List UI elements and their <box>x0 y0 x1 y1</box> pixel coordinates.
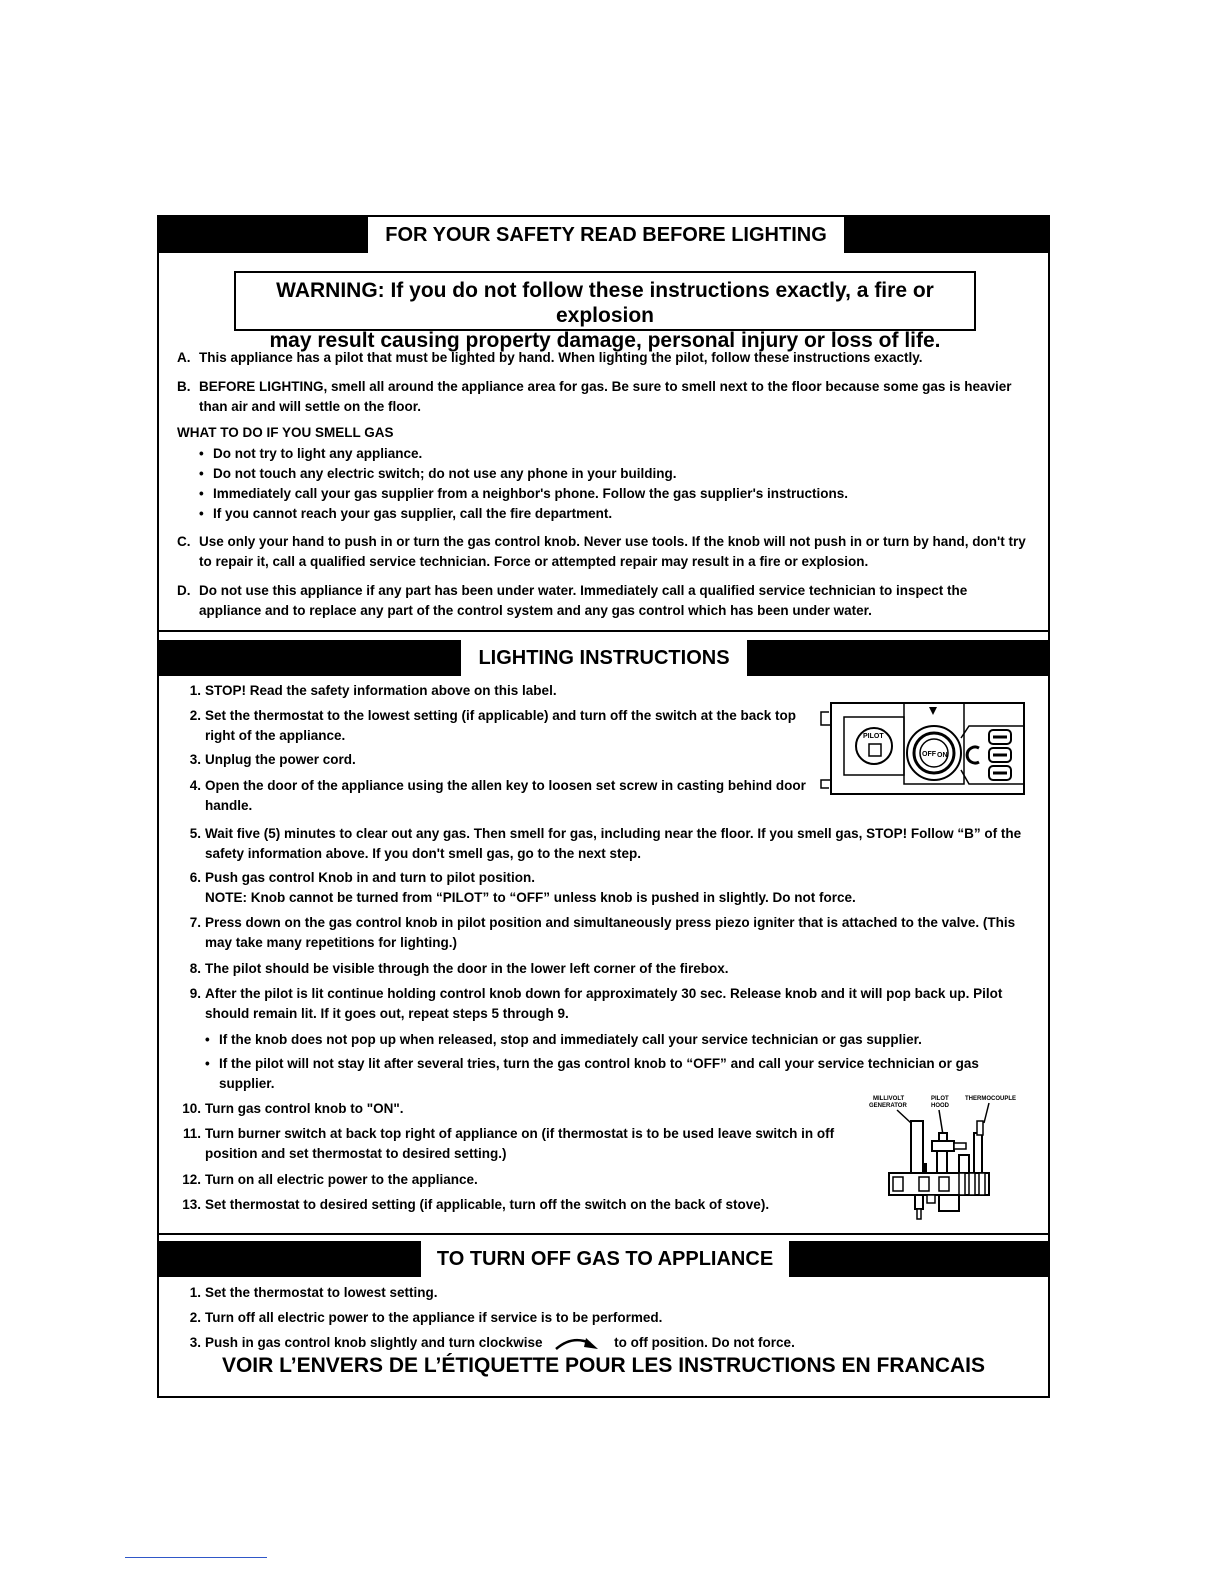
step-9-bullet: • If the pilot will not stay lit after several tries, turn the gas control knob to “OFF” and call your service technician or gas supplier. <box>205 1054 1030 1094</box>
step-number: 10. <box>182 1101 201 1116</box>
warning-line-2: may result causing property damage, personal injury or loss of life. <box>269 329 941 352</box>
item-key: C. <box>177 534 191 549</box>
lighting-title: LIGHTING INSTRUCTIONS <box>461 640 747 676</box>
smell-gas-bullet: • If you cannot reach your gas supplier, call the fire department. <box>199 504 612 524</box>
section-divider <box>159 1233 1048 1235</box>
step-number: 3. <box>189 752 201 767</box>
lighting-step <box>177 913 1030 953</box>
safety-item-b <box>177 377 1030 417</box>
gas-valve-diagram <box>819 700 1031 797</box>
step-text: Push gas control Knob in and turn to pilot position. <box>205 870 535 885</box>
item-text: This appliance has a pilot that must be lighted by hand. When lighting the pilot, follow these instructions exactly. <box>199 350 923 365</box>
step-text: Open the door of the appliance using the allen key to loosen set screw in casting behind door handle. <box>205 778 806 813</box>
footer-rule <box>125 1557 267 1558</box>
millivolt-label: MILLIVOLT <box>873 1096 905 1102</box>
step-number: 6. <box>189 870 201 885</box>
step-text: The pilot should be visible through the door in the lower left corner of the firebox. <box>205 961 729 976</box>
lighting-step <box>177 1124 855 1164</box>
clockwise-arrow-icon <box>552 1335 604 1351</box>
valve-off-mark: OFF <box>922 751 936 758</box>
step-text: Set thermostat to desired setting (if applicable, turn off the switch on the back of stove). <box>205 1197 770 1212</box>
turn-off-step <box>177 1333 1030 1353</box>
safety-item-d <box>177 581 1030 621</box>
step-number: 4. <box>189 778 201 793</box>
step-number: 8. <box>189 961 201 976</box>
item-key: A. <box>177 350 191 365</box>
step-number: 3. <box>189 1335 201 1350</box>
hood-label: HOOD <box>931 1103 949 1109</box>
item-text: Do not use this appliance if any part has been under water. Immediately call a qualified service technician to inspect the appliance and to replace any part of the control system and any gas control which has been under water. <box>199 583 968 618</box>
safety-label <box>157 215 1050 1398</box>
step-text: Set the thermostat to lowest setting. <box>205 1285 438 1300</box>
step-text: Push in gas control knob slightly and turn clockwise <box>205 1335 543 1350</box>
lighting-step <box>177 868 1030 908</box>
step-text: Turn off all electric power to the appliance if service is to be performed. <box>205 1310 663 1325</box>
smell-gas-bullet: • Do not try to light any appliance. <box>199 444 422 464</box>
item-text: Use only your hand to push in or turn the gas control knob. Never use tools. If the knob will not push in or turn by hand, don't try to repair it, call a qualified service technician. Force or attempted repair may result in a fire or explosion. <box>199 534 1026 569</box>
step-number: 11. <box>182 1126 201 1141</box>
lighting-step <box>177 706 809 746</box>
step-number: 1. <box>189 1285 201 1300</box>
pilot-label: PILOT <box>931 1096 949 1102</box>
section-divider <box>159 630 1048 632</box>
step-number: 5. <box>189 826 201 841</box>
step-number: 13. <box>182 1197 201 1212</box>
lighting-step <box>177 824 1030 864</box>
lighting-step <box>177 1195 855 1215</box>
step-text: Unplug the power cord. <box>205 752 356 767</box>
smell-gas-bullet: • Immediately call your gas supplier from a neighbor's phone. Follow the gas supplier's instructions. <box>199 484 848 504</box>
step-text: Wait five (5) minutes to clear out any gas. Then smell for gas, including near the floor. If you smell gas, STOP! Follow “B” of the safety information above. If you don't smell gas, go to the next step. <box>205 826 1022 861</box>
lighting-step <box>177 750 809 770</box>
turn-off-title: TO TURN OFF GAS TO APPLIANCE <box>421 1241 789 1277</box>
thermocouple-label: THERMOCOUPLE <box>965 1096 1016 1102</box>
step-number: 12. <box>182 1172 201 1187</box>
step-text: Set the thermostat to the lowest setting (if applicable) and turn off the switch at the back top right of the appliance. <box>205 708 797 743</box>
step-number: 2. <box>189 1310 201 1325</box>
step-text: Press down on the gas control knob in pilot position and simultaneously press piezo igniter that is attached to the valve. (This may take many repetitions for lighting.) <box>205 915 1016 950</box>
valve-knob-text: PILOT <box>863 733 884 740</box>
warning-box <box>234 271 976 352</box>
pilot-assembly-diagram <box>859 1093 1034 1223</box>
step-text: STOP! Read the safety information above on this label. <box>205 683 557 698</box>
lighting-step <box>177 776 809 816</box>
step-number: 1. <box>189 683 201 698</box>
turn-off-step <box>177 1308 1030 1328</box>
french-instructions-note: VOIR L’ENVERS DE L’ÉTIQUETTE POUR LES INSTRUCTIONS EN FRANCAIS <box>221 1354 986 1377</box>
step-text: Turn on all electric power to the appliance. <box>205 1172 478 1187</box>
generator-label: GENERATOR <box>869 1103 907 1109</box>
step-note: NOTE: Knob cannot be turned from “PILOT” to “OFF” unless knob is pushed in slightly. Do not force. <box>205 890 856 905</box>
safety-item-a <box>177 348 1030 368</box>
lighting-step <box>177 1170 855 1190</box>
step-text: Turn burner switch at back top right of appliance on (if thermostat is to be used leave switch in off position and set thermostat to desired setting.) <box>205 1126 835 1161</box>
smell-gas-bullet: • Do not touch any electric switch; do not use any phone in your building. <box>199 464 677 484</box>
step-number: 2. <box>189 708 201 723</box>
turn-off-step <box>177 1283 1030 1303</box>
item-text: BEFORE LIGHTING, smell all around the appliance area for gas. Be sure to smell next to the floor because some gas is heavier than air and will settle on the floor. <box>199 379 1012 414</box>
step-9-bullet: • If the knob does not pop up when released, stop and immediately call your service technician or gas supplier. <box>205 1030 1030 1050</box>
safety-title: FOR YOUR SAFETY READ BEFORE LIGHTING <box>368 217 844 253</box>
item-key: B. <box>177 379 191 394</box>
valve-on-mark: ON <box>937 752 948 759</box>
warning-line-1: WARNING: If you do not follow these instructions exactly, a fire or explosion <box>276 279 934 327</box>
safety-item-c <box>177 532 1030 572</box>
step-text-end: to off position. Do not force. <box>614 1335 795 1350</box>
lighting-step <box>177 1099 855 1119</box>
lighting-step <box>177 681 1030 701</box>
lighting-step <box>177 984 1030 1024</box>
step-number: 9. <box>189 986 201 1001</box>
step-text: Turn gas control knob to "ON". <box>205 1101 404 1116</box>
step-number: 7. <box>189 915 201 930</box>
item-key: D. <box>177 583 191 598</box>
smell-gas-heading: WHAT TO DO IF YOU SMELL GAS <box>177 425 394 440</box>
step-text: After the pilot is lit continue holding control knob down for approximately 30 sec. Release knob and it will pop back up. Pilot should remain lit. If it goes out, repeat steps 5 through 9. <box>205 986 1003 1021</box>
lighting-step <box>177 959 1030 979</box>
